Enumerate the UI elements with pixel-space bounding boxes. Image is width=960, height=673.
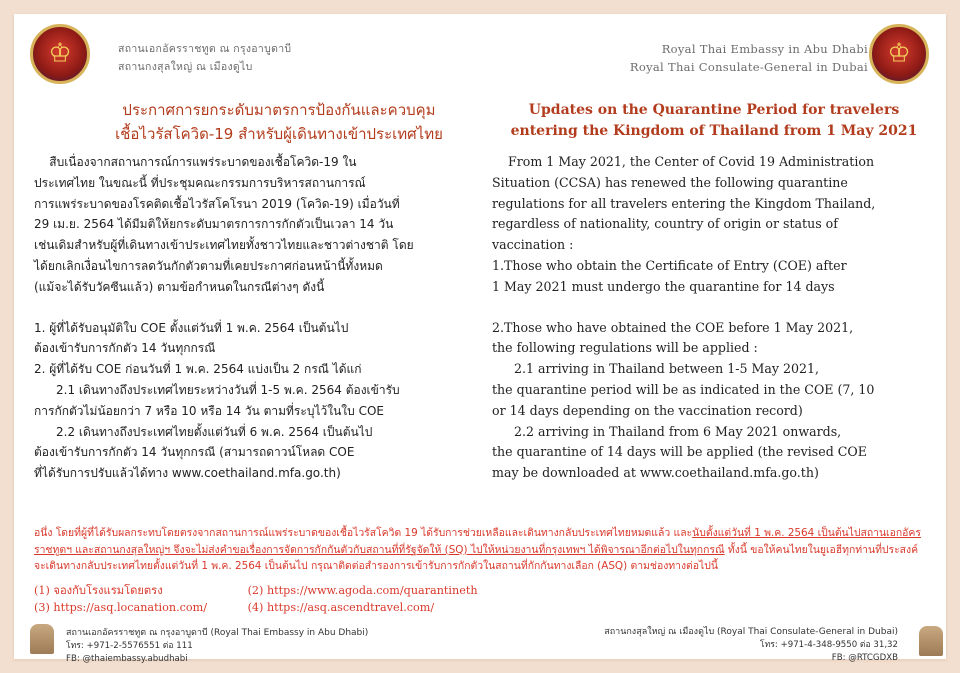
body-thai — [34, 152, 489, 484]
body-thai-item: ต้องเข้ารับการกักตัว 14 วันทุกกรณี — [34, 341, 216, 356]
body-thai-item: 2.2 เดินทางถึงประเทศไทยตั้งแต่วันที่ 6 พ.ค. 2564 เป็นต้นไป — [56, 424, 373, 439]
body-english-item: 2.2 arriving in Thailand from 6 May 2021 onwards, — [514, 423, 842, 439]
booking-option-hotel: (1) จองกับโรงแรมโดยตรง — [34, 584, 163, 597]
body-thai-line: (แม้จะได้รับวัคซีนแล้ว) ตามข้อกำหนดในกรณีต่างๆ ดังนี้ — [34, 279, 325, 294]
body-thai-line: สืบเนื่องจากสถานการณ์การแพร่ระบาดของเชื้อโควิด-19 ใน — [34, 155, 357, 169]
asq-notice — [34, 525, 929, 575]
booking-link-agoda[interactable]: (2) https://www.agoda.com/quarantineth — [247, 584, 478, 597]
body-english-line: regulations for all travelers entering the Kingdom Thailand, — [492, 195, 876, 211]
title-english-line2: entering the Kingdom of Thailand from 1 May 2021 — [510, 123, 918, 139]
body-english-line: Situation (CCSA) has renewed the following quarantine — [492, 174, 848, 190]
body-english-line: 1.Those who obtain the Certificate of Entry (COE) after — [492, 257, 847, 273]
title-thai-line1: ประกาศการยกระดับมาตรการป้องกันและควบคุม — [122, 101, 436, 119]
body-thai-line: 29 เม.ย. 2564 ได้มีมติให้ยกระดับมาตรการการกักตัวเป็นเวลา 14 วัน — [34, 217, 394, 232]
title-thai-line2: เชื้อไวรัสโควิด-19 สำหรับผู้เดินทางเข้าประเทศไทย — [115, 125, 443, 143]
header-thai-line1: สถานเอกอัครราชทูต ณ กรุงอาบูดาบี — [118, 43, 292, 55]
body-thai-item: ต้องเข้ารับการกักตัว 14 วันทุกกรณี (สามารถดาวน์โหลด COE — [34, 445, 355, 460]
body-thai-item: การกักตัวไม่น้อยกว่า 7 หรือ 10 หรือ 14 วัน ตามที่ระบุไว้ในใบ COE — [34, 403, 384, 418]
header-thai — [118, 40, 291, 76]
footer-embassy — [66, 627, 368, 666]
body-thai-line: เช่นเดิมสำหรับผู้ที่เดินทางเข้าประเทศไทยทั้งชาวไทยและชาวต่างชาติ โดย — [34, 238, 414, 253]
booking-link-locanation[interactable]: (3) https://asq.locanation.com/ — [34, 601, 208, 614]
booking-links — [34, 582, 554, 616]
footer-consulate-phone: โทร: +971-4-348-9550 ต่อ 31,32 — [760, 640, 898, 650]
body-english-line: regardless of nationality, country of origin or status of — [492, 216, 838, 232]
body-english-line: From 1 May 2021, the Center of Covid 19 Administration — [492, 154, 875, 169]
footer-consulate-facebook[interactable]: FB: @RTCGDXB — [831, 653, 898, 663]
body-thai-item: 2. ผู้ที่ได้รับ COE ก่อนวันที่ 1 พ.ค. 2564 แบ่งเป็น 2 กรณี ได้แก่ — [34, 362, 362, 377]
body-thai-line: ได้ยกเลิกเงื่อนไขการลดวันกักตัวตามที่เคยประกาศก่อนหน้านี้ทั้งหมด — [34, 258, 383, 273]
body-english-item: may be downloaded at www.coethailand.mfa.go.th) — [492, 465, 819, 481]
footer-consulate — [604, 626, 898, 665]
footer-embassy-phone: โทร: +971-2-5576551 ต่อ 111 — [66, 641, 193, 651]
body-thai-item: 1. ผู้ที่ได้รับอนุมัติใบ COE ตั้งแต่วันที่ 1 พ.ค. 2564 เป็นต้นไป — [34, 320, 349, 335]
footer-embassy-facebook[interactable]: FB: @thaiembassy.abudhabi — [66, 654, 188, 664]
notice-text: อนึ่ง โดยที่ผู้ที่ได้รับผลกระทบโดยตรงจากสถานการณ์แพร่ระบาดของเชื้อไวรัสโควิด 19 ได้รับการช่วยเหลือและเดินทางกลับประเทศไทยหมดแล้ว และ — [34, 527, 693, 539]
body-english-item: the quarantine period will be as indicated in the COE (7, 10 — [492, 381, 875, 397]
header-english — [630, 40, 868, 76]
footer-embassy-name: สถานเอกอัครราชทูต ณ กรุงอาบูดาบี (Royal Thai Embassy in Abu Dhabi) — [66, 628, 369, 638]
body-english-item: the following regulations will be applied : — [492, 340, 758, 356]
header-thai-line2: สถานกงสุลใหญ่ ณ เมืองดูไบ — [118, 61, 253, 73]
body-english-line: vaccination : — [492, 237, 574, 253]
title-english-line1: Updates on the Quarantine Period for travelers — [528, 102, 900, 118]
body-english-item: or 14 days depending on the vaccination record) — [492, 402, 803, 418]
notice-text: ทั้งนี้ ขอให้คนไทยในยูเอฮีทุกท่านที่ประสงค์จะเดินทางกลับประเทศไทยตั้งแต่วันที่ 1 พ.ค. 2564 เป็นต้นไป กรุณาติดต่อสำรองการเข้ารับการกักตัวในสถานที่กักกันทางเลือก (ASQ) ตามช่องทางต่อไปนี้ — [34, 543, 919, 572]
booking-link-ascendtravel[interactable]: (4) https://asq.ascendtravel.com/ — [247, 601, 435, 614]
announcement-card — [14, 14, 946, 664]
body-thai-item: 2.1 เดินทางถึงประเทศไทยระหว่างวันที่ 1-5 พ.ค. 2564 ต้องเข้ารับ — [56, 382, 400, 397]
body-english — [492, 152, 932, 484]
consulate-building-icon — [919, 626, 943, 656]
body-thai-line: การแพร่ระบาดของโรคติดเชื้อไวรัสโคโรนา 2019 (โควิด-19) เมื่อวันที่ — [34, 196, 400, 211]
embassy-building-icon — [30, 624, 54, 654]
body-english-item: 2.Those who have obtained the COE before 1 May 2021, — [492, 319, 854, 335]
notice-underlined-text: นับตั้งแต่วันที่ 1 พ.ค. 2564 เป็นต้นไปสถานเอกอัครราชทูตฯ และสถานกงสุลใหญ่ฯ จึงจะไม่ส่งคำขอเรื่องการจัดการกักกันตัวกับสถานที่ที่รัฐจัดให้ (SQ) ไปให้หน่วยงานที่กรุงเทพฯ ได้พิจารณาอีกต่อไปในทุกกรณี — [34, 527, 921, 556]
title-thai — [64, 98, 494, 146]
body-english-item: the quarantine of 14 days will be applied (the revised COE — [492, 444, 867, 460]
body-english-item: 2.1 arriving in Thailand between 1-5 May 2021, — [514, 361, 820, 377]
header-english-line1: Royal Thai Embassy in Abu Dhabi — [661, 42, 868, 56]
header-english-line2: Royal Thai Consulate-General in Dubai — [629, 60, 868, 74]
body-thai-line: ประเทศไทย ในขณะนี้ ที่ประชุมคณะกรรมการบริหารสถานการณ์ — [34, 175, 366, 190]
body-english-line: 1 May 2021 must undergo the quarantine for 14 days — [492, 278, 835, 294]
garuda-emblem-icon: ♔ — [869, 24, 929, 84]
footer-consulate-name: สถานกงสุลใหญ่ ณ เมืองดูไบ (Royal Thai Consulate-General in Dubai) — [604, 627, 898, 637]
title-english — [494, 100, 934, 142]
body-thai-item: ที่ได้รับการปรับแล้วได้ทาง www.coethailand.mfa.go.th) — [34, 466, 341, 481]
garuda-emblem-icon: ♔ — [30, 24, 90, 84]
